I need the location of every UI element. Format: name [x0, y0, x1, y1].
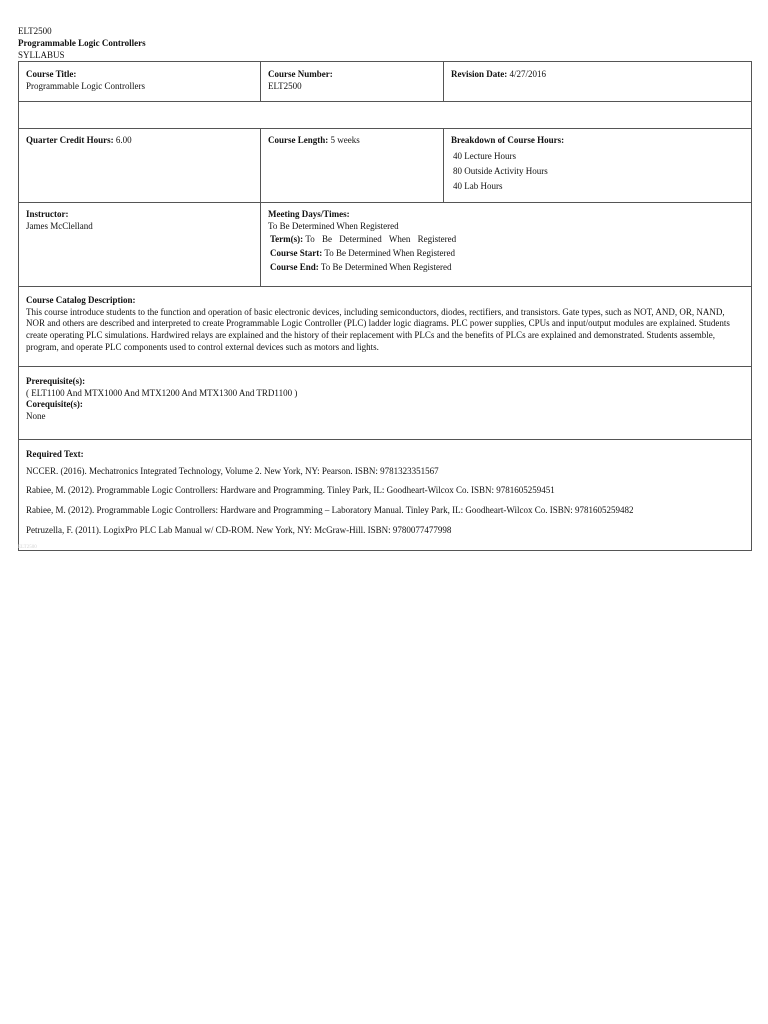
prerequisite-label: Prerequisite(s): — [26, 376, 86, 386]
credit-hours-cell — [19, 129, 261, 203]
catalog-cell — [19, 287, 752, 367]
meeting-cell — [261, 203, 752, 287]
revision-date-value: 4/27/2016 — [509, 69, 547, 79]
instructor-row — [19, 203, 752, 287]
instructor-label: Instructor: — [26, 209, 69, 219]
course-code: ELT2500 — [18, 26, 52, 36]
course-start-value: To Be Determined When Registered — [324, 248, 456, 259]
outside-activity-hours: 80 Outside Activity Hours — [453, 165, 548, 176]
catalog-text: This course introduce students to the function and operation of basic electronic devices, including semiconductors, diodes, rectifiers, and transistors. Gate types, such as NOT, AND, OR, NAND, NOR and others are described and interpreted to create Programmable Logic Controller (PLC) ladder logic diagrams. PLC power supplies, CPUs and input/output modules are explained. Students create operating PLC simulations. Hardwired relays are explained and the history of their replacement with PLCs and the benefits of PLCs are explained and demonstrated. Students assemble, program, and operate PLC components used to control external devices such as motors and lights. — [26, 306, 730, 352]
footer-mark: ELT2500 — [18, 545, 37, 550]
lab-hours: 40 Lab Hours — [453, 180, 503, 191]
instructor-name: James McClelland — [26, 220, 93, 231]
catalog-row — [19, 287, 752, 367]
required-text-row — [19, 440, 752, 551]
credit-hours-label: Quarter Credit Hours: — [26, 135, 114, 145]
hours-breakdown-cell — [444, 129, 752, 203]
document-header — [18, 25, 146, 61]
course-title-cell — [19, 62, 261, 102]
term-label: Term(s): — [270, 234, 304, 245]
meeting-value: To Be Determined When Registered — [268, 220, 399, 231]
term-line — [268, 234, 744, 246]
course-end-line — [268, 262, 744, 274]
course-number-label: Course Number: — [268, 69, 333, 79]
required-text-item: NCCER. (2016). Mechatronics Integrated Technology, Volume 2. New York, NY: Pearson. ISBN: 9781323351567 — [26, 465, 439, 476]
revision-date-cell — [444, 62, 752, 102]
course-length-cell — [261, 129, 444, 203]
course-end-label: Course End: — [270, 261, 319, 272]
course-start-label: Course Start: — [270, 248, 323, 259]
spacer-cell — [19, 102, 752, 129]
course-end-value: To Be Determined When Registered — [320, 261, 452, 272]
required-text-cell — [19, 440, 752, 551]
catalog-label: Course Catalog Description: — [26, 295, 136, 305]
term-value: To Be Determined When Registered — [305, 234, 457, 245]
course-number-value: ELT2500 — [268, 80, 302, 91]
course-title-value: Programmable Logic Controllers — [26, 80, 145, 91]
course-number-cell — [261, 62, 444, 102]
course-heading: Programmable Logic Controllers — [18, 38, 146, 48]
required-text-label: Required Text: — [26, 449, 84, 459]
required-text-item: Rabiee, M. (2012). Programmable Logic Controllers: Hardware and Programming. Tinley Park, IL: Goodheart-Wilcox Co. ISBN: 9781605259451 — [26, 485, 555, 496]
hours-breakdown-label: Breakdown of Course Hours: — [451, 135, 565, 145]
course-length-label: Course Length: — [268, 135, 329, 145]
prerequisite-value: ( ELT1100 And MTX1000 And MTX1200 And MTX1300 And TRD1100 ) — [26, 387, 298, 398]
hours-row — [19, 129, 752, 203]
corequisite-value: None — [26, 411, 46, 422]
credit-hours-value: 6.00 — [115, 135, 132, 145]
instructor-cell — [19, 203, 261, 287]
course-title-label: Course Title: — [26, 69, 77, 79]
required-text-item: Rabiee, M. (2012). Programmable Logic Controllers: Hardware and Programming – Laboratory Manual. Tinley Park, IL: Goodheart-Wilcox Co. ISBN: 9781605259482 — [26, 505, 634, 516]
document-type: SYLLABUS — [18, 50, 65, 60]
course-info-row — [19, 62, 752, 102]
spacer-row — [19, 102, 752, 129]
course-length-value: 5 weeks — [330, 135, 360, 145]
lecture-hours: 40 Lecture Hours — [453, 150, 516, 161]
revision-date-label: Revision Date: — [451, 69, 508, 79]
corequisite-label: Corequisite(s): — [26, 399, 83, 410]
prerequisite-row — [19, 367, 752, 440]
required-text-item: Petruzella, F. (2011). LogixPro PLC Lab Manual w/ CD-ROM. New York, NY: McGraw-Hill. ISBN: 9780077477998 — [26, 524, 452, 535]
course-start-line — [268, 248, 744, 260]
meeting-label: Meeting Days/Times: — [268, 209, 350, 219]
prerequisite-cell — [19, 367, 752, 440]
syllabus-table — [18, 61, 752, 551]
